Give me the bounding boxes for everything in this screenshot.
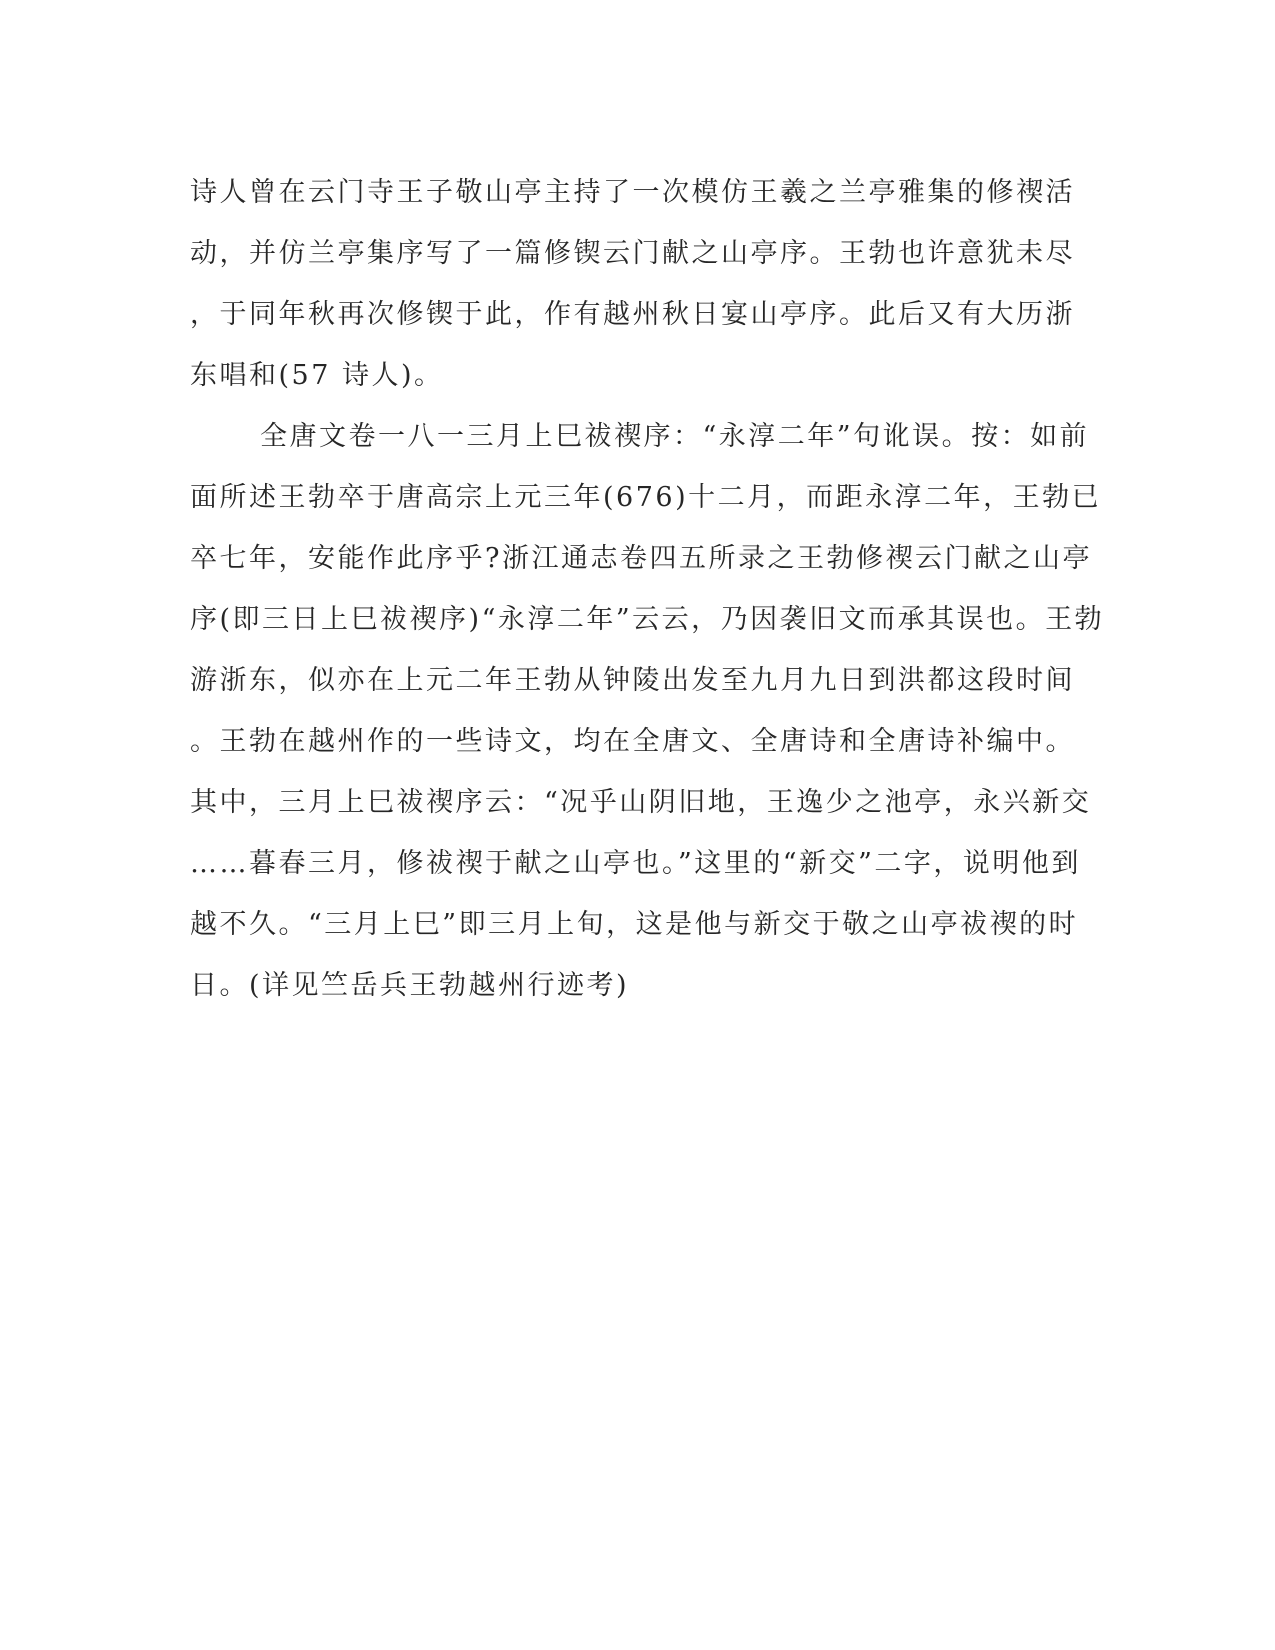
text-line: ，于同年秋再次修锲于此，作有越州秋日宴山亭序。此后又有大历浙 [190,299,1075,330]
text-line: 游浙东，似亦在上元二年王勃从钟陵出发至九月九日到洪都这段时间 [190,665,1075,696]
text-line: 动，并仿兰亭集序写了一篇修锲云门献之山亭序。王勃也许意犹未尽 [190,238,1075,269]
body-text [190,162,1105,1016]
text-line: 诗人曾在云门寺王子敬山亭主持了一次模仿王羲之兰亭雅集的修禊活 [190,177,1075,208]
text-line: 全唐文卷一八一三月上巳祓禊序：“永淳二年”句讹误。按：如前 [260,421,1090,452]
text-line: 面所述王勃卒于唐高宗上元三年(676)十二月，而距永淳二年，王勃已 [190,482,1102,513]
text-line: 其中，三月上巳祓禊序云：“况乎山阴旧地，王逸少之池亭，永兴新交 [190,787,1092,818]
text-line: ……暮春三月，修祓禊于献之山亭也。”这里的“新交”二字，说明他到 [190,848,1081,879]
text-line: 。王勃在越州作的一些诗文，均在全唐文、全唐诗和全唐诗补编中。 [190,726,1075,757]
text-line: 东唱和(57 诗人)。 [190,360,444,391]
paragraph-2 [190,406,1105,1016]
paragraph-1 [190,162,1080,406]
text-line: 日。(详见竺岳兵王勃越州行迹考) [190,970,630,1001]
text-line: 越不久。“三月上巳”即三月上旬，这是他与新交于敬之山亭祓禊的时 [190,909,1079,940]
text-line: 卒七年，安能作此序乎?浙江通志卷四五所录之王勃修禊云门献之山亭 [190,543,1092,574]
text-line: 序(即三日上巳祓禊序)“永淳二年”云云，乃因袭旧文而承其误也。王勃 [190,604,1105,635]
